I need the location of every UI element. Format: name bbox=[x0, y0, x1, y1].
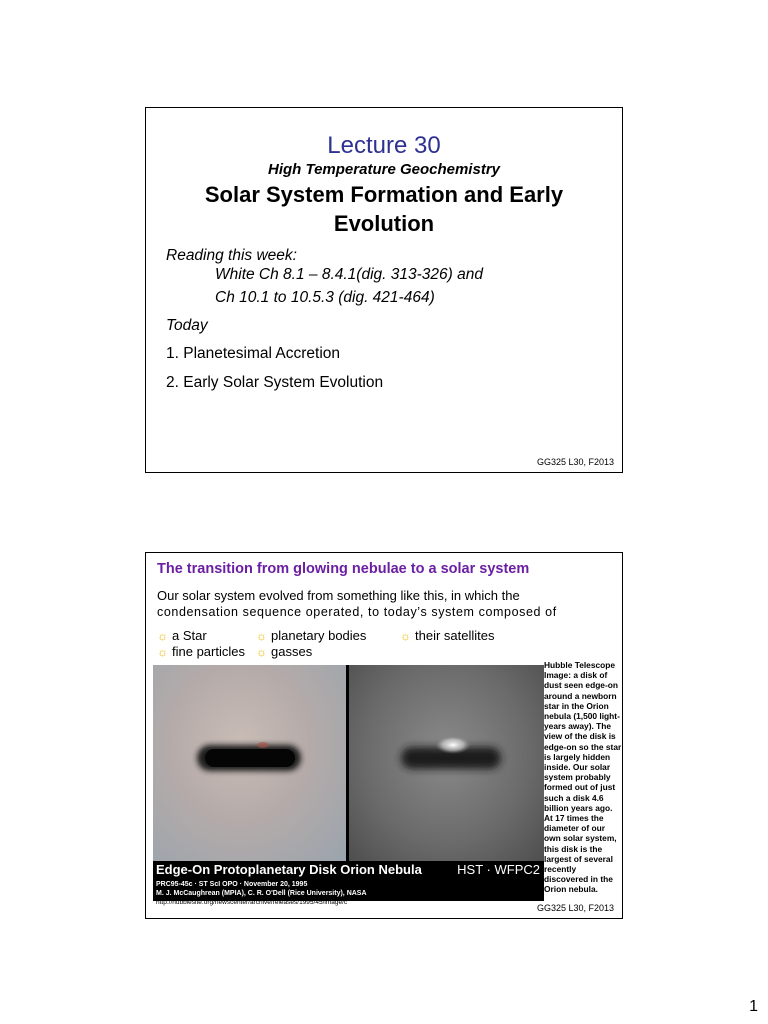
sun-icon: ☼ bbox=[157, 628, 168, 643]
agenda-item-1: 1. Planetesimal Accretion bbox=[166, 345, 341, 362]
disk-image-color bbox=[153, 665, 346, 861]
slide-2-title: The transition from glowing nebulae to a solar system bbox=[157, 561, 530, 577]
slide-2 bbox=[145, 552, 623, 919]
sun-icon: ☼ bbox=[157, 644, 168, 659]
sun-icon: ☼ bbox=[256, 644, 267, 659]
photo-caption-bar bbox=[153, 861, 544, 901]
lecture-title: Lecture 30 bbox=[327, 132, 441, 159]
sun-icon: ☼ bbox=[256, 628, 267, 643]
sun-icon: ☼ bbox=[400, 628, 411, 643]
bullet-star bbox=[157, 628, 207, 643]
lecture-heading bbox=[156, 180, 612, 238]
bullet-label: their satellites bbox=[415, 628, 495, 643]
reading-line-1: White Ch 8.1 – 8.4.1(dig. 313-326) and bbox=[215, 266, 483, 283]
agenda-item-2: 2. Early Solar System Evolution bbox=[166, 374, 384, 391]
photo-credit-2: M. J. McCaughrean (MPIA), C. R. O'Dell (Rice University), NASA bbox=[156, 890, 367, 897]
image-description: Hubble Telescope Image: a disk of dust seen edge-on around a newborn star in the Orion nebula (1,500 light-years away). The view of the disk is edge-on so the star is largely hidden inside. Our solar system probably formed out of just such a disk 4.6 billion years ago. At 17 times the diameter of our own solar system, this disk is the largest of several recently discovered in the Orion nebula. bbox=[544, 660, 622, 895]
bullet-fine-particles bbox=[157, 644, 245, 659]
intro-line-2: condensation sequence operated, to today’s system composed of bbox=[157, 605, 557, 619]
heading-line-2: Evolution bbox=[333, 211, 435, 236]
intro-line-1: Our solar system evolved from something like this, in which the bbox=[157, 588, 520, 603]
page-number: 1 bbox=[749, 998, 758, 1015]
bullet-label: fine particles bbox=[172, 644, 245, 659]
bullet-label: planetary bodies bbox=[271, 628, 367, 643]
reading-label: Reading this week: bbox=[166, 247, 297, 264]
dark-disk-silhouette bbox=[153, 665, 346, 861]
photo-instrument: HST · WFPC2 bbox=[457, 862, 540, 877]
photo-credit-1: PRC95-45c · ST ScI OPO · November 20, 1995 bbox=[156, 881, 308, 888]
photo-caption: Edge-On Protoplanetary Disk Orion Nebula bbox=[156, 862, 422, 877]
bullet-satellites bbox=[400, 628, 494, 643]
today-label: Today bbox=[166, 317, 208, 334]
heading-line-1: Solar System Formation and Early bbox=[204, 182, 564, 207]
reading-line-2: Ch 10.1 to 10.5.3 (dig. 421-464) bbox=[215, 289, 435, 306]
disk-image-grayscale bbox=[349, 665, 544, 861]
slide-1 bbox=[145, 107, 623, 473]
bullet-label: a Star bbox=[172, 628, 207, 643]
lecture-subtitle: High Temperature Geochemistry bbox=[267, 161, 500, 178]
source-url: http://hubblesite.org/newscenter/archive/releases/1995/45/image/c bbox=[156, 899, 348, 906]
hubble-image bbox=[153, 665, 544, 901]
bullet-planetary-bodies bbox=[256, 628, 366, 643]
slide-1-footer: GG325 L30, F2013 bbox=[536, 457, 614, 467]
bullet-gasses bbox=[256, 644, 312, 659]
slide-2-footer: GG325 L30, F2013 bbox=[536, 903, 614, 913]
slide-2-intro bbox=[157, 587, 617, 621]
bullet-label: gasses bbox=[271, 644, 313, 659]
disk-with-star-glow bbox=[349, 665, 544, 861]
